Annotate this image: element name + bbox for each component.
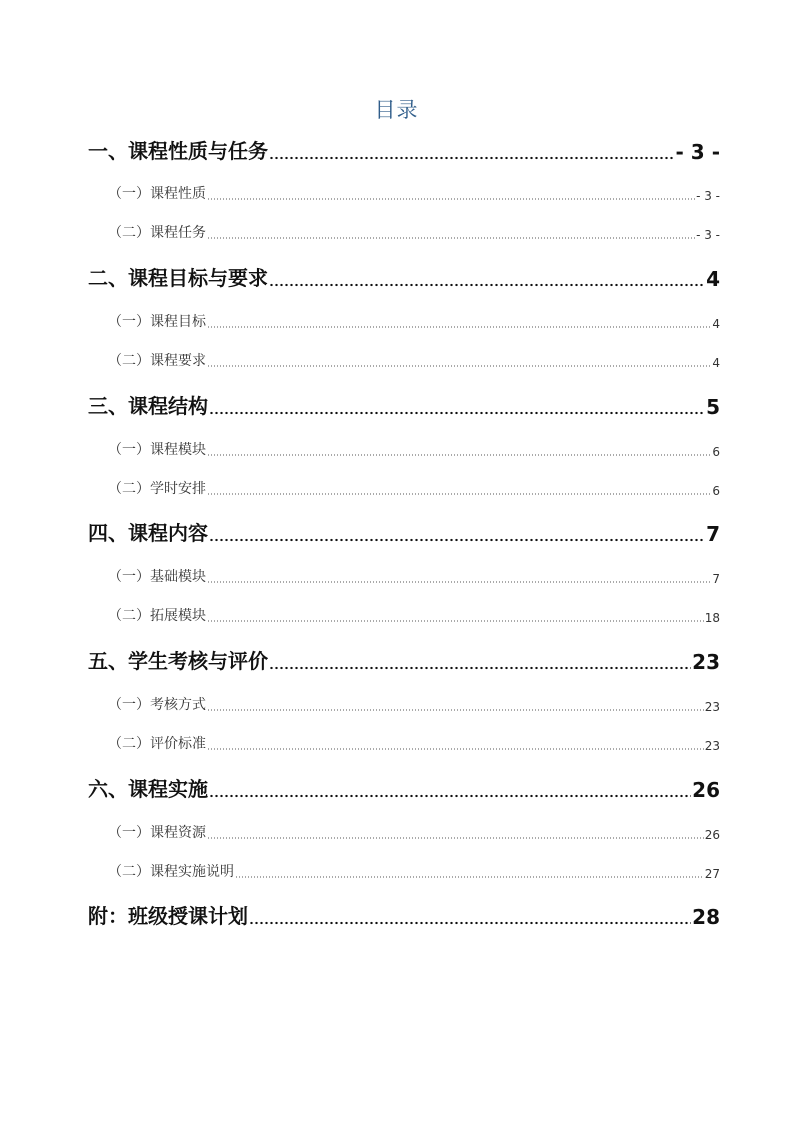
toc-entry-page: 4: [712, 356, 720, 370]
toc-entry-page: 18: [704, 611, 720, 625]
toc-entry-page: 6: [712, 445, 720, 459]
toc-entry-section-2[interactable]: [88, 263, 720, 291]
toc-entry-label: 五、学生考核与评价: [88, 649, 268, 673]
dot-leader: [207, 620, 704, 622]
dot-leader: [235, 876, 704, 878]
toc-entry-label: 二、课程目标与要求: [88, 266, 268, 290]
toc-entry-subsection-5-1[interactable]: [108, 694, 720, 714]
toc-entry-label: （一）考核方式: [108, 697, 206, 713]
toc-entry-label: （一）基础模块: [108, 569, 206, 585]
toc-entry-page: 27: [704, 867, 720, 881]
toc-entry-subsection-2-2[interactable]: [108, 350, 720, 370]
toc-entry-page: 6: [712, 484, 720, 498]
toc-entry-page: 23: [704, 739, 720, 753]
toc-entry-page: 28: [692, 905, 720, 929]
toc-entry-page: 26: [692, 778, 720, 802]
dot-leader: [209, 794, 691, 798]
toc-entry-page: - 3 -: [696, 228, 720, 242]
toc-entry-page: - 3 -: [675, 140, 720, 164]
toc-entry-label: （二）课程任务: [108, 225, 206, 241]
dot-leader: [207, 198, 695, 200]
toc-entry-subsection-2-1[interactable]: [108, 311, 720, 331]
toc-entry-label: 三、课程结构: [88, 394, 208, 418]
dot-leader: [207, 454, 711, 456]
toc-entry-label: （一）课程目标: [108, 314, 206, 330]
dot-leader: [269, 156, 675, 160]
dot-leader: [207, 237, 695, 239]
toc-entry-subsection-3-1[interactable]: [108, 439, 720, 459]
toc-entry-page: 7: [706, 522, 720, 546]
toc-entry-section-1[interactable]: [88, 136, 720, 164]
toc-entry-appendix[interactable]: [88, 901, 720, 929]
toc-entry-subsection-5-2[interactable]: [108, 733, 720, 753]
toc-entry-label: 一、课程性质与任务: [88, 139, 268, 163]
toc-entry-section-3[interactable]: [88, 391, 720, 419]
toc-entry-section-4[interactable]: [88, 518, 720, 546]
toc-entry-page: - 3 -: [696, 189, 720, 203]
toc-entry-page: 23: [704, 700, 720, 714]
toc-entry-label: 六、课程实施: [88, 777, 208, 801]
dot-leader: [207, 581, 711, 583]
dot-leader: [249, 921, 691, 925]
dot-leader: [207, 365, 711, 367]
toc-entry-subsection-4-2[interactable]: [108, 605, 720, 625]
toc-entry-section-6[interactable]: [88, 774, 720, 802]
toc-title: 目录: [374, 98, 419, 122]
toc-entry-section-5[interactable]: [88, 646, 720, 674]
dot-leader: [207, 493, 711, 495]
dot-leader: [207, 837, 704, 839]
toc-entry-label: （一）课程性质: [108, 186, 206, 202]
toc-entry-label: （一）课程资源: [108, 825, 206, 841]
toc-entry-subsection-1-1[interactable]: [108, 183, 720, 203]
toc-entry-label: （二）课程要求: [108, 353, 206, 369]
toc-entry-label: （二）学时安排: [108, 481, 206, 497]
dot-leader: [207, 326, 711, 328]
toc-entry-label: （二）评价标准: [108, 736, 206, 752]
toc-entry-label: （一）课程模块: [108, 442, 206, 458]
dot-leader: [209, 411, 705, 415]
dot-leader: [207, 748, 704, 750]
toc-entry-subsection-4-1[interactable]: [108, 566, 720, 586]
toc-entry-subsection-6-1[interactable]: [108, 822, 720, 842]
toc-entry-page: 7: [712, 572, 720, 586]
toc-entry-page: 4: [712, 317, 720, 331]
toc-entry-subsection-3-2[interactable]: [108, 478, 720, 498]
toc-entry-label: （二）课程实施说明: [108, 864, 234, 880]
toc-entry-page: 5: [706, 395, 720, 419]
dot-leader: [209, 538, 705, 542]
dot-leader: [269, 283, 705, 287]
toc-entry-label: 四、课程内容: [88, 521, 208, 545]
toc-entry-subsection-6-2[interactable]: [108, 861, 720, 881]
dot-leader: [269, 666, 691, 670]
toc-entry-page: 26: [704, 828, 720, 842]
toc-entry-page: 23: [692, 650, 720, 674]
toc-entry-page: 4: [706, 267, 720, 291]
dot-leader: [207, 709, 704, 711]
toc-entry-label: 附：班级授课计划: [88, 904, 248, 928]
toc-entry-label: （二）拓展模块: [108, 608, 206, 624]
toc-entry-subsection-1-2[interactable]: [108, 222, 720, 242]
